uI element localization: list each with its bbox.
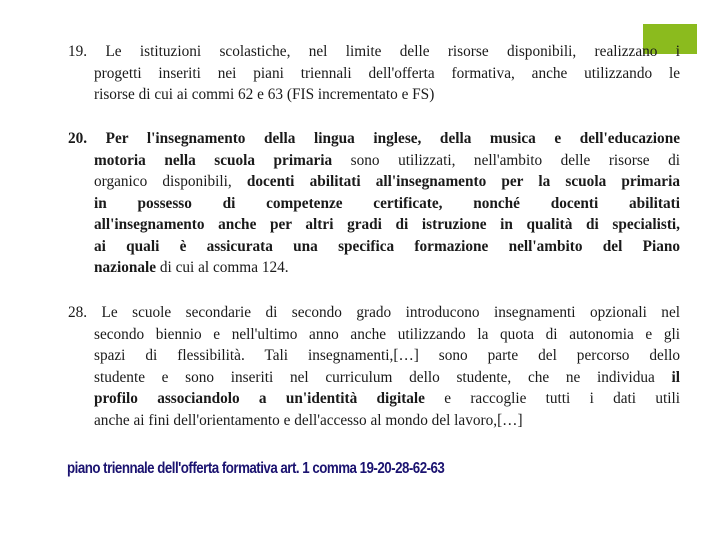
p20-line-3 <box>68 171 680 193</box>
p20-line-5-bold: all'insegnamento anche per altri gradi di istruzione in qualità di specialisti, <box>94 216 680 233</box>
p28-line-6: anche ai fini dell'orientamento e dell'accesso al mondo del lavoro,[…] <box>94 411 523 429</box>
p28-line-4-bold: il <box>671 368 680 386</box>
p20-line-3-bold: docenti abilitati all'insegnamento per la scuola primaria <box>246 173 680 190</box>
p20-line-2-bold: motoria nella scuola primaria <box>94 151 333 169</box>
p28-line-4 <box>68 367 680 389</box>
p20-line-7 <box>68 257 680 279</box>
p20-line-2-normal: sono utilizzati, nell'ambito delle risorse di <box>332 151 680 169</box>
p20-line-1 <box>68 128 680 150</box>
p20-line-7-bold: nazionale <box>94 259 157 276</box>
p20-line-4 <box>68 193 680 215</box>
p20-line-6 <box>68 236 680 258</box>
p28-line-5-normal: e raccoglie tutti i dati utili <box>424 390 680 407</box>
p28-line-2: secondo biennio e nell'ultimo anno anche utilizzando la quota di autonomia e gli <box>94 325 680 343</box>
paragraph-28 <box>68 302 680 431</box>
p19-line-1: 19. Le istituzioni scolastiche, nel limite delle risorse disponibili, realizzano i <box>68 43 680 60</box>
paragraph-19 <box>68 41 680 106</box>
p20-line-1-bold: 20. Per l'insegnamento della lingua inglese, della musica e dell'educazione <box>68 130 680 147</box>
p20-line-4-bold: in possesso di competenze certificate, nonché docenti abilitati <box>94 194 680 212</box>
p28-line-4-normal: studente e sono inseriti nel curriculum dello studente, che ne individua <box>94 368 672 386</box>
paragraph-20 <box>68 128 680 279</box>
footer-title: piano triennale dell'offerta formativa art. 1 comma 19-20-28-62-63 <box>67 460 445 477</box>
p19-line-2: progetti inseriti nei piani triennali dell'offerta formativa, anche utilizzando le <box>94 64 680 82</box>
p20-line-5 <box>68 214 680 236</box>
p20-line-6-bold: ai quali è assicurata una specifica formazione nell'ambito del Piano <box>94 237 680 255</box>
p28-line-5 <box>68 388 680 410</box>
p28-line-3: spazi di flessibilità. Tali insegnamenti,[…] sono parte del percorso dello <box>94 347 680 364</box>
p28-line-5-bold: profilo associandolo a un'identità digitale <box>94 390 425 407</box>
p28-line-1: 28. Le scuole secondarie di secondo grado introducono insegnamenti opzionali nel <box>68 304 680 321</box>
p20-line-2 <box>68 150 680 172</box>
p20-line-3-normal: organico disponibili, <box>94 173 247 190</box>
p20-line-7-normal: di cui al comma 124. <box>156 259 289 276</box>
p19-line-3: risorse di cui ai commi 62 e 63 (FIS incrementato e FS) <box>94 86 435 103</box>
